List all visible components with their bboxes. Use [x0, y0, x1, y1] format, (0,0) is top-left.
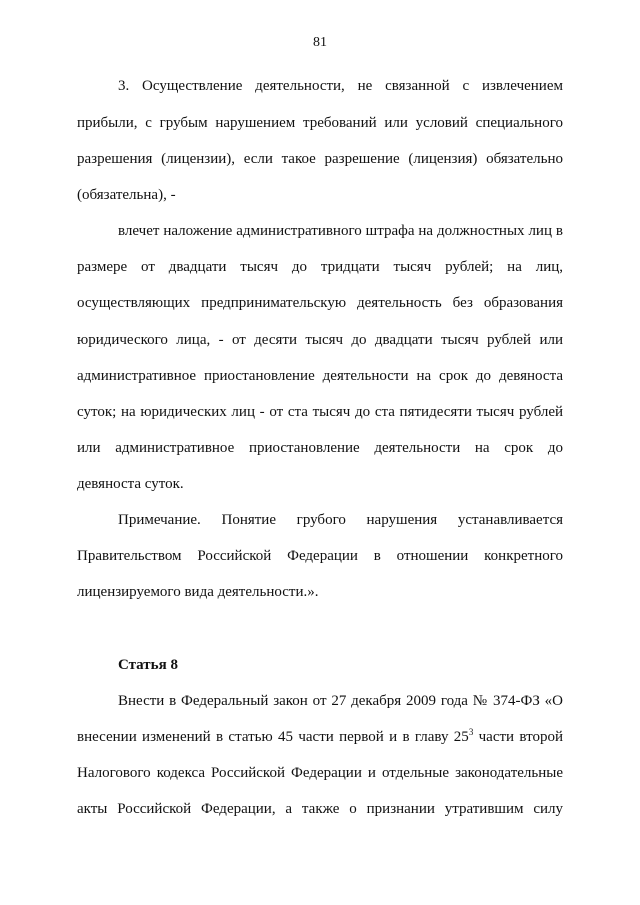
penalty-line-5: административное приостановление деятельности на срок до девяноста — [77, 368, 563, 384]
penalty-line-1: влечет наложение административного штрафа на должностных лиц в — [118, 223, 563, 239]
article8-line-3: Налогового кодекса Российской Федерации и отдельные законодательные — [77, 765, 563, 781]
item3-line-1: 3. Осуществление деятельности, не связанной с извлечением — [118, 78, 563, 94]
article8-line-2 — [77, 727, 563, 747]
item3-line-3: разрешения (лицензии), если такое разрешение (лицензия) обязательно — [77, 151, 563, 167]
chapter-superscript: 3 — [468, 727, 474, 737]
penalty-line-7: или административное приостановление деятельности на срок до — [77, 440, 563, 456]
article8-line-2-text: внесении изменений в статью 45 части первой и в главу 25 — [77, 729, 469, 745]
article8-line-4: акты Российской Федерации, а также о признании утратившим силу — [77, 801, 563, 817]
article8-line-2-tail: части второй — [473, 729, 563, 745]
note-line-1: Примечание. Понятие грубого нарушения устанавливается — [118, 512, 563, 528]
item3-line-4: (обязательна), - — [77, 187, 176, 203]
page-number: 81 — [313, 35, 327, 50]
item3-line-2: прибыли, с грубым нарушением требований или условий специального — [77, 115, 563, 131]
penalty-line-8: девяноста суток. — [77, 476, 184, 492]
penalty-line-3: осуществляющих предпринимательскую деятельность без образования — [77, 295, 563, 311]
penalty-line-4: юридического лица, - от десяти тысяч до двадцати тысяч рублей или — [77, 332, 563, 348]
note-line-3: лицензируемого вида деятельности.». — [77, 584, 319, 600]
note-line-2: Правительством Российской Федерации в отношении конкретного — [77, 548, 563, 564]
article8-heading: Статья 8 — [118, 657, 178, 673]
penalty-line-2: размере от двадцати тысяч до тридцати тысяч рублей; на лиц, — [77, 259, 563, 275]
penalty-line-6: суток; на юридических лиц - от ста тысяч до ста пятидесяти тысяч рублей — [77, 404, 563, 420]
article8-line-1: Внести в Федеральный закон от 27 декабря 2009 года № 374-ФЗ «О — [118, 693, 563, 709]
